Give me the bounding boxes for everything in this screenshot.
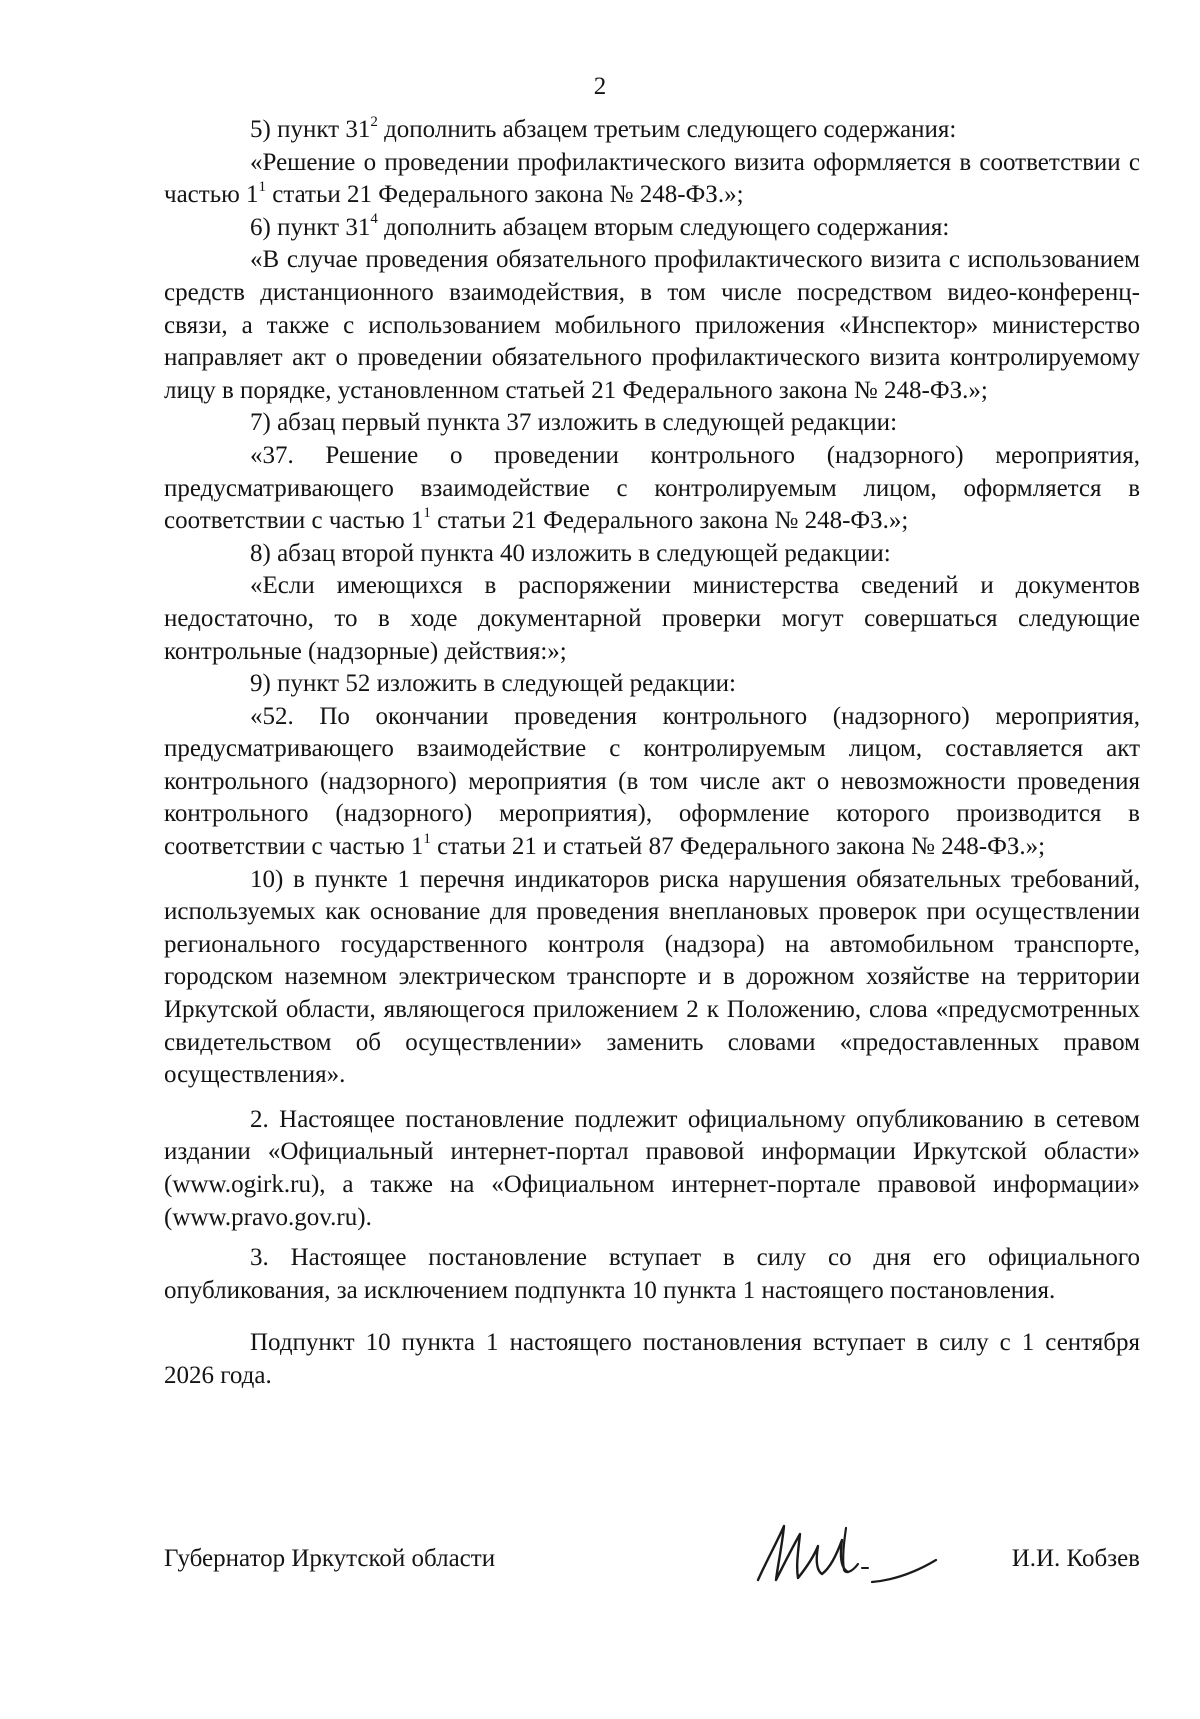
item-5-quote bbox=[164, 147, 1140, 212]
item-9-quote bbox=[164, 701, 1140, 864]
handwritten-signature-icon bbox=[744, 1510, 944, 1594]
item-9-quote-superscript: 1 bbox=[423, 830, 431, 847]
item-9-quote-text: «52. По окончании проведения контрольного (надзорного) мероприятия, предусматривающего взаимодействие с контролируемым лицом, составляется акт контрольного (надзорного) мероприятия (в том числе акт о невозможности проведения контрольного (надзорного) мероприятия), оформление которого производится в соответствии с частью 1 bbox=[164, 702, 1140, 861]
item-5-quote-text: «Решение о проведении профилактического визита оформляется в соответствии с частью 1 bbox=[164, 148, 1140, 209]
item-10: 10) в пункте 1 перечня индикаторов риска нарушения обязательных требований, используемых как основание для проведения внеплановых проверок при осуществлении регионального государственного контроля (надзора) на автомобильном транспорте, городском наземном электрическом транспорте и в дорожном хозяйстве на территории Иркутской области, являющегося приложением 2 к Положению, слова «предусмотренных свидетельством об осуществлении» заменить словами «предоставленных правом осуществления». bbox=[164, 865, 1140, 1089]
item-8: 8) абзац второй пункта 40 изложить в следующей редакции: bbox=[250, 539, 891, 567]
signature-block bbox=[164, 1532, 1140, 1592]
item-6-superscript: 4 bbox=[370, 211, 378, 228]
item-5-quote-text-end: статьи 21 Федерального закона № 248-ФЗ.»; bbox=[266, 181, 744, 209]
item-8-quote: «Если имеющихся в распоряжении министерства сведений и документов недостаточно, то в ходе документарной проверки могут совершаться следующие контрольные (надзорные) действия:»; bbox=[164, 572, 1140, 665]
page-number: 2 bbox=[593, 73, 607, 100]
item-7-quote-superscript: 1 bbox=[423, 504, 431, 521]
item-9-quote-text-end: статьи 21 и статьей 87 Федерального закона № 248-ФЗ.»; bbox=[430, 833, 1046, 861]
section-3-effective-date: 3. Настоящее постановление вступает в силу со дня его официального опубликования, за исключением подпункта 10 пункта 1 настоящего постановления. bbox=[164, 1244, 1140, 1304]
item-5-superscript: 2 bbox=[370, 113, 378, 130]
document-body bbox=[164, 114, 1140, 1393]
item-7-quote-text-end: статьи 21 Федерального закона № 248-ФЗ.»; bbox=[430, 507, 909, 535]
item-7: 7) абзац первый пункта 37 изложить в следующей редакции: bbox=[250, 409, 898, 437]
item-5-text-end: дополнить абзацем третьим следующего содержания: bbox=[377, 116, 957, 143]
item-6-quote: «В случае проведения обязательного профилактического визита с использованием средств дистанционного взаимодействия, в том числе посредством видео-конференц-связи, а также с использованием мобильного приложения «Инспектор» министерство направляет акт о проведении обязательного профилактического визита контролируемому лицу в порядке, установленном статьей 21 Федерального закона № 248-ФЗ.»; bbox=[164, 246, 1140, 404]
item-9: 9) пункт 52 изложить в следующей редакции: bbox=[250, 670, 736, 698]
signatory-title: Губернатор Иркутской области bbox=[164, 1545, 496, 1572]
item-7-quote-text: «37. Решение о проведении контрольного (надзорного) мероприятия, предусматривающего взаимодействие с контролируемым лицом, оформляется в соответствии с частью 1 bbox=[164, 441, 1140, 535]
item-6-text: 6) пункт 31 bbox=[250, 213, 371, 241]
section-2-publication: 2. Настоящее постановление подлежит официальному опубликованию в сетевом издании «Официальный интернет-портал правовой информации Иркутской области» (www.ogirk.ru), а также на «Официальном интернет-портале правовой информации» (www.pravo.gov.ru). bbox=[164, 1105, 1140, 1231]
item-7-quote bbox=[164, 440, 1140, 538]
subitem-10-effective-date: Подпункт 10 пункта 1 настоящего постановления вступает в силу с 1 сентября 2026 года. bbox=[164, 1329, 1140, 1389]
item-5 bbox=[164, 114, 1140, 147]
item-5-text: 5) пункт 31 bbox=[250, 116, 371, 143]
signatory-name: И.И. Кобзев bbox=[1011, 1545, 1140, 1572]
item-5-quote-superscript: 1 bbox=[258, 178, 267, 195]
item-6-text-end: дополнить абзацем вторым следующего содержания: bbox=[377, 213, 950, 241]
item-6 bbox=[164, 212, 1140, 245]
